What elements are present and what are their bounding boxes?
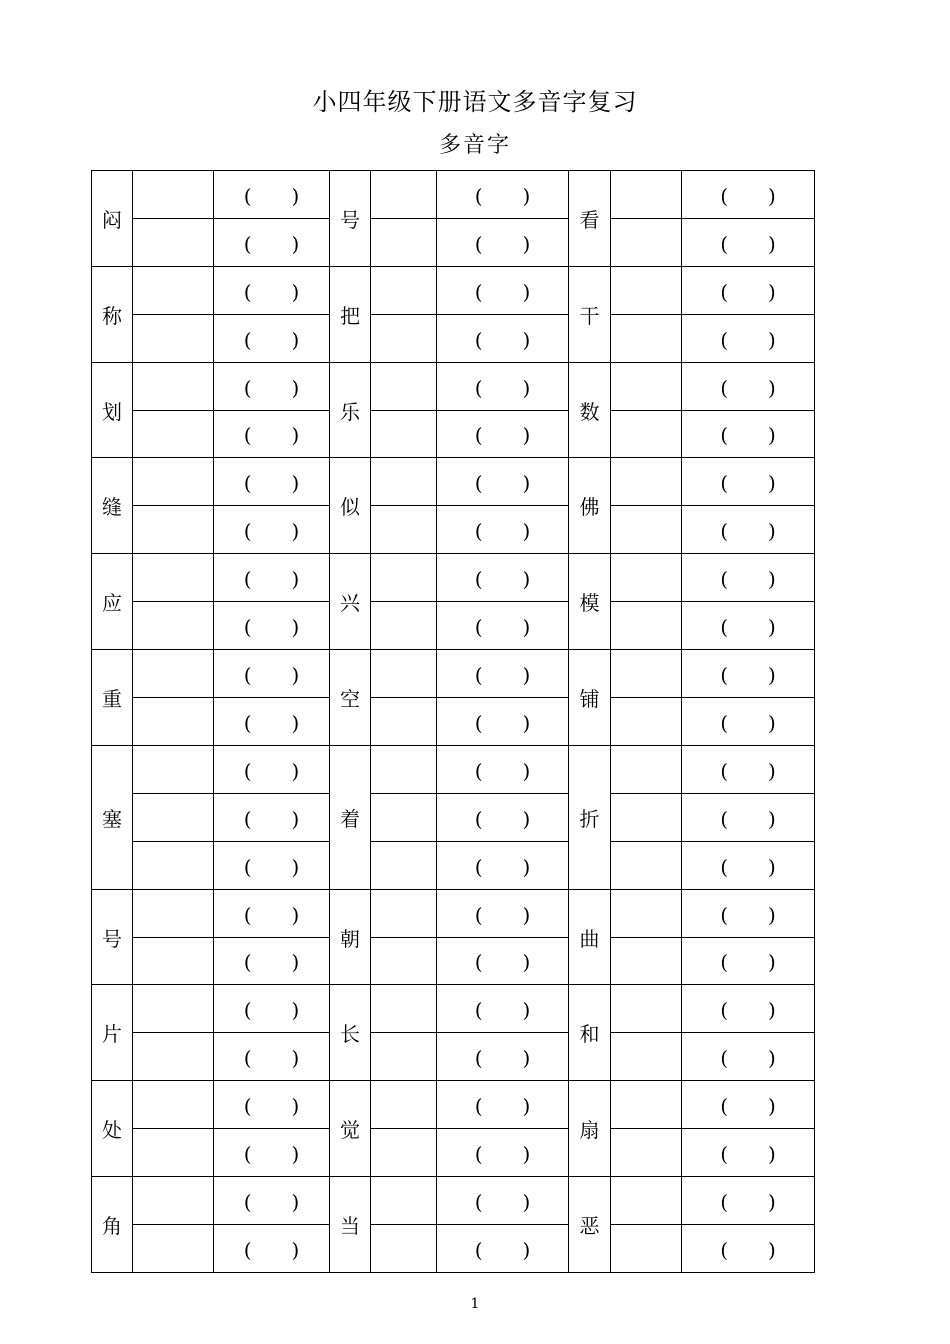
pinyin-blank[interactable] [437, 458, 569, 506]
pinyin-parentheses: ( ) [720, 1237, 776, 1262]
pinyin-blank[interactable] [682, 1224, 815, 1272]
pinyin-parentheses: ( ) [474, 950, 531, 975]
pinyin-parentheses: ( ) [720, 1094, 776, 1119]
table-row [92, 841, 815, 889]
word-blank[interactable] [133, 266, 214, 314]
pinyin-parentheses: ( ) [474, 1237, 531, 1262]
polyphone-character: 空 [330, 650, 371, 746]
pinyin-blank[interactable] [682, 745, 815, 793]
polyphone-character: 曲 [569, 889, 611, 985]
pinyin-parentheses: ( ) [243, 183, 300, 208]
pinyin-blank[interactable] [437, 1081, 569, 1129]
pinyin-blank[interactable] [437, 506, 569, 554]
pinyin-parentheses: ( ) [243, 327, 300, 352]
pinyin-blank[interactable] [214, 841, 330, 889]
pinyin-parentheses: ( ) [243, 471, 300, 496]
table-row [92, 1177, 815, 1225]
polyphone-character: 兴 [330, 554, 371, 650]
word-blank[interactable] [611, 171, 682, 219]
word-blank[interactable] [611, 937, 682, 985]
pinyin-parentheses: ( ) [474, 854, 531, 879]
pinyin-parentheses: ( ) [474, 902, 531, 927]
pinyin-blank[interactable] [214, 362, 330, 410]
pinyin-blank[interactable] [214, 1033, 330, 1081]
table-row [92, 458, 815, 506]
pinyin-parentheses: ( ) [243, 758, 300, 783]
word-blank[interactable] [371, 1224, 437, 1272]
pinyin-blank[interactable] [682, 793, 815, 841]
polyphone-table [91, 170, 815, 1273]
word-blank[interactable] [371, 985, 437, 1033]
polyphone-character: 把 [330, 266, 371, 362]
pinyin-blank[interactable] [214, 218, 330, 266]
polyphone-character: 干 [569, 266, 611, 362]
polyphone-character: 称 [92, 266, 133, 362]
pinyin-blank[interactable] [437, 266, 569, 314]
pinyin-blank[interactable] [214, 458, 330, 506]
word-blank[interactable] [611, 602, 682, 650]
word-blank[interactable] [371, 889, 437, 937]
pinyin-blank[interactable] [214, 410, 330, 458]
pinyin-blank[interactable] [437, 314, 569, 362]
polyphone-character: 朝 [330, 889, 371, 985]
word-blank[interactable] [371, 697, 437, 745]
table-row [92, 650, 815, 698]
pinyin-parentheses: ( ) [720, 327, 776, 352]
pinyin-parentheses: ( ) [243, 998, 300, 1023]
pinyin-parentheses: ( ) [474, 1142, 531, 1167]
pinyin-parentheses: ( ) [243, 615, 300, 640]
pinyin-parentheses: ( ) [474, 567, 531, 592]
pinyin-blank[interactable] [682, 937, 815, 985]
pinyin-parentheses: ( ) [720, 806, 776, 831]
word-blank[interactable] [611, 218, 682, 266]
word-blank[interactable] [133, 554, 214, 602]
polyphone-character: 和 [569, 985, 611, 1081]
word-blank[interactable] [371, 410, 437, 458]
pinyin-parentheses: ( ) [474, 327, 531, 352]
pinyin-parentheses: ( ) [474, 231, 531, 256]
word-blank[interactable] [611, 1224, 682, 1272]
polyphone-character: 塞 [92, 745, 133, 889]
word-blank[interactable] [611, 1081, 682, 1129]
word-blank[interactable] [611, 985, 682, 1033]
word-blank[interactable] [371, 650, 437, 698]
word-blank[interactable] [611, 841, 682, 889]
pinyin-blank[interactable] [437, 889, 569, 937]
table-row [92, 554, 815, 602]
pinyin-blank[interactable] [437, 937, 569, 985]
table-row [92, 697, 815, 745]
pinyin-parentheses: ( ) [474, 663, 531, 688]
word-blank[interactable] [133, 745, 214, 793]
table-row [92, 937, 815, 985]
pinyin-blank[interactable] [682, 650, 815, 698]
pinyin-blank[interactable] [437, 218, 569, 266]
pinyin-parentheses: ( ) [720, 279, 776, 304]
polyphone-character: 闷 [92, 171, 133, 267]
pinyin-blank[interactable] [214, 602, 330, 650]
polyphone-character: 铺 [569, 650, 611, 746]
pinyin-parentheses: ( ) [720, 1189, 776, 1214]
pinyin-blank[interactable] [682, 458, 815, 506]
pinyin-parentheses: ( ) [474, 1189, 531, 1214]
polyphone-character: 数 [569, 362, 611, 458]
page-number: 1 [470, 1296, 480, 1312]
pinyin-blank[interactable] [214, 1224, 330, 1272]
pinyin-parentheses: ( ) [243, 423, 300, 448]
pinyin-blank[interactable] [437, 362, 569, 410]
pinyin-parentheses: ( ) [474, 1046, 531, 1071]
pinyin-parentheses: ( ) [243, 1094, 300, 1119]
table-row [92, 1224, 815, 1272]
pinyin-blank[interactable] [214, 1129, 330, 1177]
polyphone-character: 扇 [569, 1081, 611, 1177]
table-row [92, 171, 815, 219]
pinyin-parentheses: ( ) [474, 710, 531, 735]
pinyin-parentheses: ( ) [720, 1046, 776, 1071]
pinyin-blank[interactable] [437, 697, 569, 745]
polyphone-character: 划 [92, 362, 133, 458]
table-row [92, 602, 815, 650]
pinyin-parentheses: ( ) [474, 423, 531, 448]
document-title: 小四年级下册语文多音字复习 [312, 88, 638, 116]
pinyin-parentheses: ( ) [474, 758, 531, 783]
word-blank[interactable] [133, 218, 214, 266]
word-blank[interactable] [133, 889, 214, 937]
pinyin-parentheses: ( ) [474, 183, 531, 208]
pinyin-blank[interactable] [214, 793, 330, 841]
pinyin-blank[interactable] [682, 554, 815, 602]
polyphone-character: 缝 [92, 458, 133, 554]
word-blank[interactable] [611, 314, 682, 362]
word-blank[interactable] [133, 506, 214, 554]
pinyin-parentheses: ( ) [243, 1142, 300, 1167]
pinyin-blank[interactable] [682, 314, 815, 362]
table-row [92, 985, 815, 1033]
word-blank[interactable] [611, 697, 682, 745]
word-blank[interactable] [371, 314, 437, 362]
polyphone-character: 似 [330, 458, 371, 554]
pinyin-blank[interactable] [437, 171, 569, 219]
word-blank[interactable] [611, 266, 682, 314]
table-row [92, 266, 815, 314]
pinyin-blank[interactable] [214, 889, 330, 937]
pinyin-parentheses: ( ) [720, 663, 776, 688]
pinyin-parentheses: ( ) [720, 710, 776, 735]
word-blank[interactable] [133, 362, 214, 410]
word-blank[interactable] [371, 554, 437, 602]
table-row [92, 1081, 815, 1129]
pinyin-parentheses: ( ) [474, 998, 531, 1023]
polyphone-character: 处 [92, 1081, 133, 1177]
word-blank[interactable] [611, 458, 682, 506]
pinyin-parentheses: ( ) [720, 854, 776, 879]
polyphone-character: 乐 [330, 362, 371, 458]
pinyin-blank[interactable] [437, 1177, 569, 1225]
table-body [92, 171, 815, 1273]
table-row [92, 314, 815, 362]
word-blank[interactable] [133, 985, 214, 1033]
polyphone-character: 长 [330, 985, 371, 1081]
pinyin-parentheses: ( ) [243, 710, 300, 735]
pinyin-blank[interactable] [214, 697, 330, 745]
polyphone-character: 号 [92, 889, 133, 985]
pinyin-blank[interactable] [682, 1033, 815, 1081]
pinyin-parentheses: ( ) [243, 854, 300, 879]
pinyin-parentheses: ( ) [474, 1094, 531, 1119]
pinyin-parentheses: ( ) [243, 806, 300, 831]
pinyin-blank[interactable] [682, 985, 815, 1033]
pinyin-parentheses: ( ) [474, 279, 531, 304]
pinyin-blank[interactable] [437, 985, 569, 1033]
word-blank[interactable] [611, 362, 682, 410]
polyphone-character: 角 [92, 1177, 133, 1273]
pinyin-blank[interactable] [682, 410, 815, 458]
pinyin-parentheses: ( ) [474, 615, 531, 640]
polyphone-character: 当 [330, 1177, 371, 1273]
word-blank[interactable] [611, 554, 682, 602]
pinyin-blank[interactable] [437, 745, 569, 793]
pinyin-parentheses: ( ) [720, 375, 776, 400]
pinyin-blank[interactable] [214, 314, 330, 362]
word-blank[interactable] [133, 1033, 214, 1081]
pinyin-blank[interactable] [682, 171, 815, 219]
pinyin-parentheses: ( ) [720, 471, 776, 496]
word-blank[interactable] [133, 1224, 214, 1272]
word-blank[interactable] [133, 1129, 214, 1177]
word-blank[interactable] [133, 841, 214, 889]
polyphone-character: 佛 [569, 458, 611, 554]
pinyin-blank[interactable] [437, 1129, 569, 1177]
pinyin-blank[interactable] [437, 841, 569, 889]
pinyin-blank[interactable] [214, 554, 330, 602]
pinyin-blank[interactable] [682, 506, 815, 554]
pinyin-parentheses: ( ) [474, 806, 531, 831]
pinyin-blank[interactable] [437, 410, 569, 458]
pinyin-parentheses: ( ) [720, 758, 776, 783]
polyphone-character: 看 [569, 171, 611, 267]
pinyin-parentheses: ( ) [243, 1189, 300, 1214]
pinyin-parentheses: ( ) [243, 279, 300, 304]
table-row [92, 745, 815, 793]
pinyin-blank[interactable] [682, 602, 815, 650]
pinyin-parentheses: ( ) [243, 519, 300, 544]
pinyin-parentheses: ( ) [720, 950, 776, 975]
pinyin-blank[interactable] [682, 697, 815, 745]
pinyin-blank[interactable] [214, 506, 330, 554]
word-blank[interactable] [371, 506, 437, 554]
word-blank[interactable] [611, 745, 682, 793]
pinyin-blank[interactable] [214, 171, 330, 219]
pinyin-blank[interactable] [437, 793, 569, 841]
word-blank[interactable] [133, 1177, 214, 1225]
table-row [92, 1129, 815, 1177]
pinyin-blank[interactable] [682, 218, 815, 266]
word-blank[interactable] [133, 697, 214, 745]
pinyin-blank[interactable] [214, 266, 330, 314]
word-blank[interactable] [371, 362, 437, 410]
word-blank[interactable] [371, 1033, 437, 1081]
table-row [92, 506, 815, 554]
pinyin-parentheses: ( ) [243, 663, 300, 688]
word-blank[interactable] [133, 793, 214, 841]
pinyin-parentheses: ( ) [720, 519, 776, 544]
word-blank[interactable] [611, 650, 682, 698]
word-blank[interactable] [371, 841, 437, 889]
word-blank[interactable] [371, 171, 437, 219]
pinyin-blank[interactable] [682, 841, 815, 889]
pinyin-blank[interactable] [214, 937, 330, 985]
pinyin-parentheses: ( ) [474, 519, 531, 544]
pinyin-parentheses: ( ) [243, 1237, 300, 1262]
word-blank[interactable] [371, 266, 437, 314]
pinyin-parentheses: ( ) [720, 183, 776, 208]
polyphone-character: 折 [569, 745, 611, 889]
polyphone-character: 觉 [330, 1081, 371, 1177]
pinyin-blank[interactable] [682, 362, 815, 410]
word-blank[interactable] [611, 1177, 682, 1225]
word-blank[interactable] [133, 650, 214, 698]
polyphone-character: 应 [92, 554, 133, 650]
pinyin-parentheses: ( ) [243, 375, 300, 400]
pinyin-blank[interactable] [682, 1081, 815, 1129]
table-row [92, 362, 815, 410]
word-blank[interactable] [371, 1129, 437, 1177]
table-row [92, 793, 815, 841]
polyphone-character: 恶 [569, 1177, 611, 1273]
polyphone-character: 重 [92, 650, 133, 746]
word-blank[interactable] [371, 937, 437, 985]
word-blank[interactable] [611, 793, 682, 841]
word-blank[interactable] [611, 410, 682, 458]
pinyin-blank[interactable] [682, 1129, 815, 1177]
word-blank[interactable] [133, 602, 214, 650]
word-blank[interactable] [133, 458, 214, 506]
word-blank[interactable] [371, 1177, 437, 1225]
word-blank[interactable] [611, 1129, 682, 1177]
pinyin-blank[interactable] [214, 1081, 330, 1129]
pinyin-parentheses: ( ) [474, 471, 531, 496]
pinyin-parentheses: ( ) [243, 902, 300, 927]
polyphone-character: 片 [92, 985, 133, 1081]
pinyin-blank[interactable] [214, 650, 330, 698]
pinyin-parentheses: ( ) [720, 902, 776, 927]
pinyin-blank[interactable] [214, 985, 330, 1033]
word-blank[interactable] [611, 889, 682, 937]
word-blank[interactable] [611, 506, 682, 554]
word-blank[interactable] [611, 1033, 682, 1081]
pinyin-blank[interactable] [437, 1033, 569, 1081]
pinyin-blank[interactable] [437, 1224, 569, 1272]
polyphone-character: 号 [330, 171, 371, 267]
table-row [92, 410, 815, 458]
pinyin-parentheses: ( ) [720, 423, 776, 448]
document-subtitle: 多音字 [438, 133, 511, 158]
pinyin-blank[interactable] [214, 745, 330, 793]
word-blank[interactable] [133, 171, 214, 219]
pinyin-parentheses: ( ) [720, 1142, 776, 1167]
pinyin-blank[interactable] [682, 1177, 815, 1225]
polyphone-character: 模 [569, 554, 611, 650]
pinyin-parentheses: ( ) [720, 567, 776, 592]
pinyin-parentheses: ( ) [243, 567, 300, 592]
word-blank[interactable] [371, 218, 437, 266]
word-blank[interactable] [371, 458, 437, 506]
pinyin-parentheses: ( ) [720, 998, 776, 1023]
word-blank[interactable] [133, 410, 214, 458]
table-row [92, 889, 815, 937]
pinyin-blank[interactable] [437, 602, 569, 650]
pinyin-parentheses: ( ) [243, 950, 300, 975]
table-row [92, 218, 815, 266]
pinyin-blank[interactable] [437, 554, 569, 602]
word-blank[interactable] [133, 937, 214, 985]
pinyin-blank[interactable] [682, 266, 815, 314]
word-blank[interactable] [371, 602, 437, 650]
pinyin-parentheses: ( ) [720, 615, 776, 640]
pinyin-parentheses: ( ) [720, 231, 776, 256]
word-blank[interactable] [371, 745, 437, 793]
pinyin-parentheses: ( ) [474, 375, 531, 400]
pinyin-blank[interactable] [437, 650, 569, 698]
word-blank[interactable] [133, 1081, 214, 1129]
pinyin-blank[interactable] [214, 1177, 330, 1225]
word-blank[interactable] [133, 314, 214, 362]
word-blank[interactable] [371, 1081, 437, 1129]
pinyin-blank[interactable] [682, 889, 815, 937]
pinyin-parentheses: ( ) [243, 1046, 300, 1071]
word-blank[interactable] [371, 793, 437, 841]
polyphone-character: 着 [330, 745, 371, 889]
pinyin-parentheses: ( ) [243, 231, 300, 256]
table-row [92, 1033, 815, 1081]
